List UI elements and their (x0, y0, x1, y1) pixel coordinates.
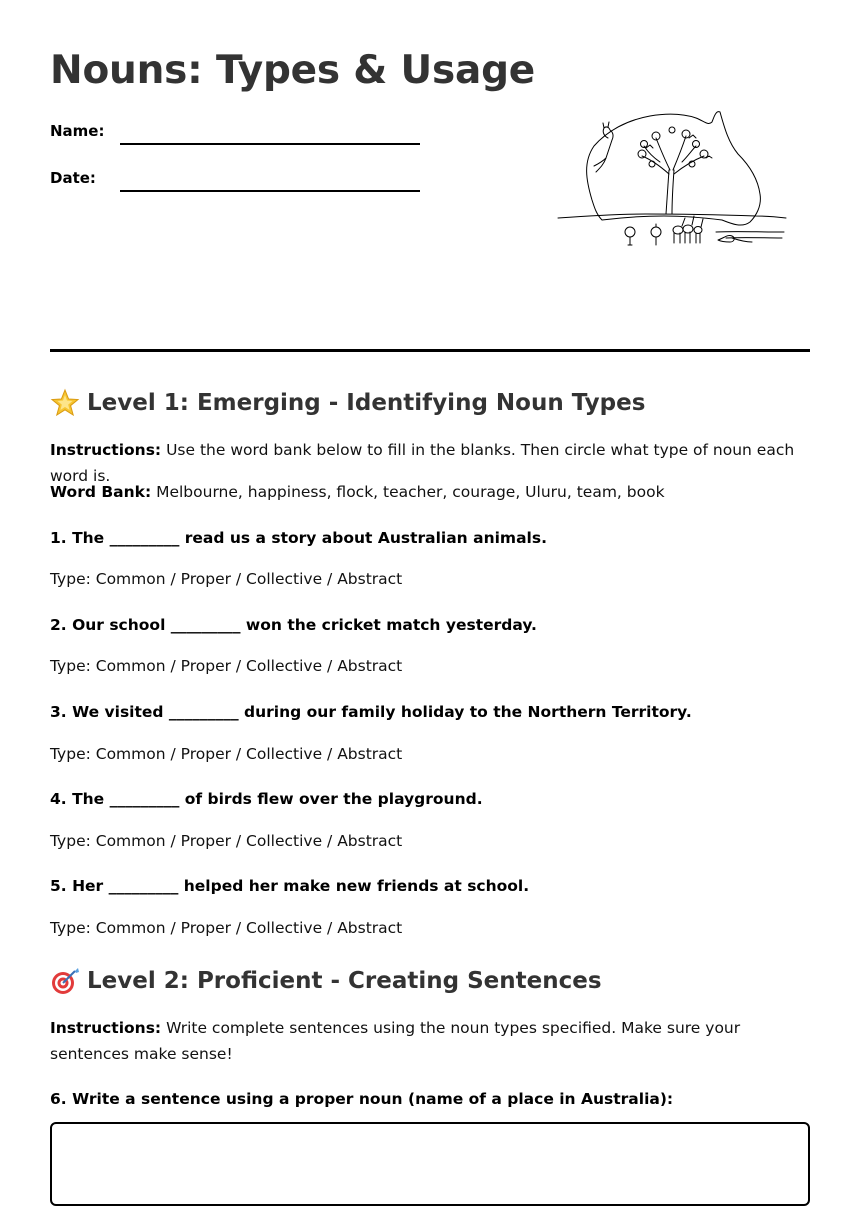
question-4-type-options[interactable]: Type: Common / Proper / Collective / Abstract (50, 832, 403, 850)
question-3-type-options[interactable]: Type: Common / Proper / Collective / Abstract (50, 745, 403, 763)
level2-heading (50, 966, 602, 996)
date-write-line[interactable] (120, 190, 420, 192)
date-label: Date: (50, 169, 96, 187)
level1-heading (50, 388, 645, 418)
level2-instructions (50, 1015, 810, 1067)
target-dart-icon (50, 966, 80, 996)
question-5-type-options[interactable]: Type: Common / Proper / Collective / Abstract (50, 919, 403, 937)
word-bank-label: Word Bank: (50, 483, 152, 501)
question-5[interactable]: 5. Her _________ helped her make new friends at school. (50, 877, 530, 895)
word-bank-text: Melbourne, happiness, flock, teacher, courage, Uluru, team, book (151, 483, 665, 501)
level1-instructions-label: Instructions: (50, 441, 162, 459)
question-6-answer-box[interactable] (50, 1122, 810, 1206)
question-4[interactable]: 4. The _________ of birds flew over the playground. (50, 790, 483, 808)
level2-heading-text: Level 2: Proficient - Creating Sentences (87, 968, 602, 994)
name-field (50, 119, 430, 149)
name-label: Name: (50, 122, 105, 140)
star-icon (50, 388, 80, 418)
question-1-type-options[interactable]: Type: Common / Proper / Collective / Abstract (50, 570, 403, 588)
level1-instructions-text: Use the word bank below to fill in the blanks. Then circle what type of noun each word is. (50, 441, 795, 485)
level2-instructions-label: Instructions: (50, 1019, 162, 1037)
question-6: 6. Write a sentence using a proper noun (name of a place in Australia): (50, 1090, 674, 1108)
question-2-type-options[interactable]: Type: Common / Proper / Collective / Abstract (50, 657, 403, 675)
question-2[interactable]: 2. Our school _________ won the cricket match yesterday. (50, 616, 537, 634)
level2-instructions-text: Write complete sentences using the noun types specified. Make sure your sentences make sense! (50, 1019, 741, 1063)
level1-heading-text: Level 1: Emerging - Identifying Noun Types (87, 390, 646, 416)
name-write-line[interactable] (120, 143, 420, 145)
section-divider (50, 349, 810, 352)
worksheet-title: Nouns: Types & Usage (50, 48, 536, 93)
australia-map-illustration (556, 108, 788, 250)
word-bank (50, 479, 810, 505)
question-1[interactable]: 1. The _________ read us a story about Australian animals. (50, 529, 547, 547)
date-field (50, 166, 430, 196)
question-3[interactable]: 3. We visited _________ during our family holiday to the Northern Territory. (50, 703, 692, 721)
